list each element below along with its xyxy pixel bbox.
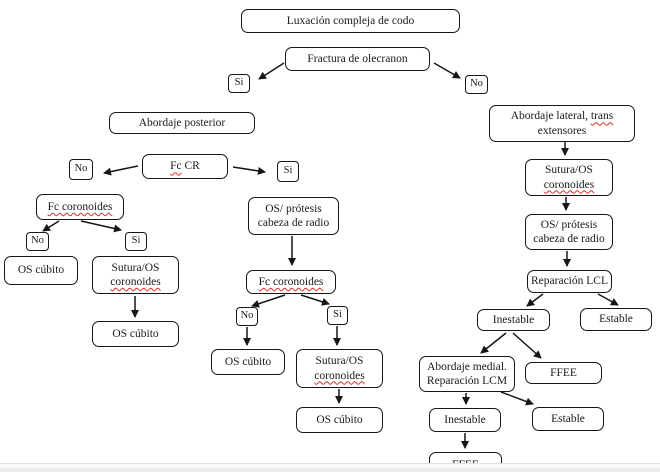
node-no-fc-cr — [69, 159, 93, 180]
node-ffee-lcl — [525, 362, 602, 384]
node-os-protesis-der — [525, 214, 613, 250]
node-inestable-lcl — [477, 309, 550, 331]
misspelled-text: coronoides — [314, 369, 365, 382]
arrow-fccoronoides-izq-to-si — [81, 221, 121, 230]
arrow-fccr-to-si — [233, 167, 265, 172]
node-reparacion-lcl — [527, 270, 612, 293]
node-label: Sutura/OS — [315, 355, 364, 368]
node-fc-cr — [142, 154, 228, 179]
node-os-cubito-med — [211, 349, 285, 375]
node-label — [170, 159, 200, 173]
arrow-abordajemedial-to-estable — [501, 392, 533, 404]
node-sutura-os-med — [296, 349, 383, 388]
node-label: No — [31, 235, 44, 247]
node-fc-coronoides-med — [246, 270, 336, 294]
node-no-coronoides-med — [236, 307, 258, 326]
node-label-part: CR — [181, 160, 200, 173]
node-luxacion-compleja-codo — [241, 9, 460, 33]
node-label: Abordaje posterior — [138, 116, 226, 129]
node-label: Estable — [599, 313, 633, 326]
arrow-fccoronoides-izq-to-no — [43, 221, 59, 231]
node-label: FFEE — [550, 366, 577, 379]
node-label: No — [470, 78, 483, 90]
node-os-cubito-izq — [4, 256, 78, 285]
arrow-reparacionlcl-to-estable — [598, 294, 618, 305]
node-label: cabeza de radio — [533, 233, 605, 245]
node-label: Inestable — [444, 413, 486, 426]
node-fc-coronoides-izq — [36, 194, 124, 220]
node-os-protesis-med — [248, 197, 339, 235]
node-label: Fractura de olecranon — [307, 52, 408, 65]
node-label: Inestable — [492, 313, 535, 326]
node-label: Si — [234, 77, 244, 89]
node-label: OS/ prótesis — [265, 202, 322, 215]
arrow-inestable-to-abordajemedial — [481, 333, 506, 353]
arrow-fractura-to-si — [259, 63, 284, 79]
node-label: Abordaje medial. — [427, 360, 507, 373]
node-label: Reparación LCM — [426, 375, 508, 387]
node-estable-lcm — [532, 407, 604, 431]
node-label: Si — [131, 235, 141, 247]
node-label: No — [240, 310, 254, 322]
node-label: Si — [283, 165, 293, 177]
arrow-fccoronoides-med-to-si — [301, 295, 329, 304]
node-label — [511, 109, 614, 123]
node-abordaje-lateral — [489, 105, 635, 142]
node-os-cubito-med-final — [296, 407, 383, 433]
node-fractura-olecranon — [285, 47, 430, 71]
node-label: Sutura/OS — [111, 261, 160, 274]
node-label: OS cúbito — [17, 264, 65, 277]
node-label: OS cúbito — [224, 355, 272, 368]
horizontal-scrollbar[interactable] — [0, 463, 660, 472]
node-sutura-os-der — [525, 159, 613, 196]
arrow-inestable-to-ffee — [513, 333, 541, 358]
node-estable-lcl — [580, 308, 652, 331]
misspelled-text: coronoides — [543, 178, 595, 191]
node-label: Si — [333, 309, 342, 321]
node-label: Luxación compleja de codo — [286, 14, 415, 27]
arrow-fractura-to-no — [434, 63, 460, 78]
node-label: Estable — [551, 412, 585, 425]
node-label: No — [74, 163, 88, 175]
node-label-part: Abordaje lateral, — [510, 110, 591, 123]
node-label: Sutura/OS — [545, 164, 593, 177]
node-si-coronoides-med — [327, 306, 348, 325]
node-no-fractura — [465, 75, 488, 94]
node-label: OS cúbito — [316, 413, 363, 426]
misspelled-text: Fc — [170, 160, 182, 173]
misspelled-text: coronoides — [110, 276, 161, 288]
misspelled-text: Fc coronoides — [47, 200, 113, 213]
node-si-coronoides-izq — [125, 232, 147, 251]
node-label: cabeza de radio — [257, 217, 330, 229]
arrow-fccr-to-no — [104, 166, 138, 173]
node-label: OS cúbito — [112, 327, 159, 340]
node-sutura-os-izq — [92, 256, 179, 294]
node-os-cubito-izq-final — [92, 321, 179, 347]
misspelled-text: Fc coronoides — [258, 275, 324, 288]
arrow-fccoronoides-med-to-no — [252, 295, 285, 306]
misspelled-text: trans — [590, 110, 614, 123]
node-abordaje-medial — [419, 356, 515, 392]
node-no-coronoides-izq — [26, 232, 49, 251]
node-label: extensores — [537, 124, 587, 137]
node-si-fc-cr — [277, 161, 299, 182]
node-inestable-lcm — [429, 408, 501, 432]
node-si-fractura — [228, 74, 250, 93]
node-abordaje-posterior — [109, 112, 255, 134]
node-label: OS/ prótesis — [540, 218, 598, 231]
arrow-reparacionlcl-to-inestable — [527, 294, 543, 306]
node-label: Reparación LCL — [531, 275, 608, 288]
